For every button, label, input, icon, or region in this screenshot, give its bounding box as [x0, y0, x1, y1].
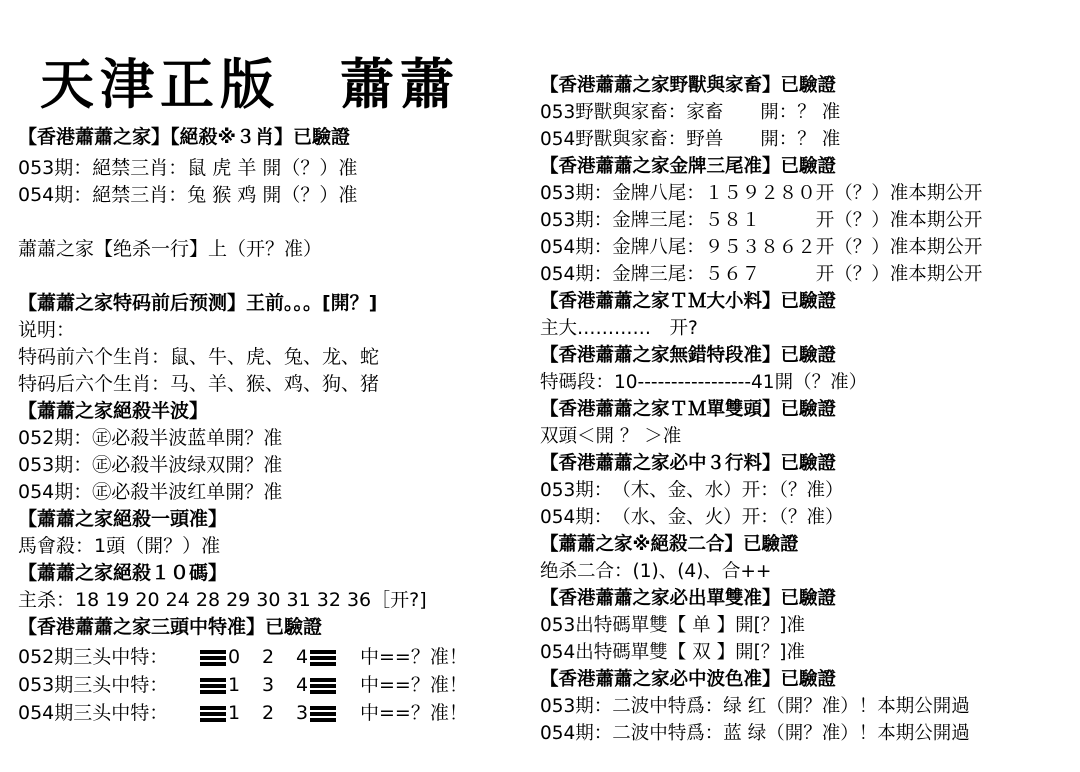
three-head-number: 4 — [296, 674, 309, 696]
text-line: 主大………… 开? — [540, 318, 698, 339]
three-head-number: 1 — [228, 674, 241, 696]
text-line: 054期：金牌八尾：９５３８６２开（？）准本期公开 — [540, 237, 983, 258]
three-head-suffix: 中==？准！ — [360, 646, 468, 668]
text-line: 053期：㊣必殺半波绿双開？准 — [18, 454, 283, 476]
text-line: 053期：二波中特爲：绿 红（開？准）！本期公開過 — [540, 696, 970, 717]
three-head-number: 3 — [296, 702, 309, 724]
section-heading: 【香港蕭蕭之家必出單雙准】已驗證 — [540, 588, 837, 609]
three-head-row — [18, 700, 468, 727]
three-head-label: 054期三头中特： — [18, 702, 169, 724]
section-heading: 【香港蕭蕭之家必中波色准】已驗證 — [540, 669, 837, 690]
bars-icon — [200, 678, 226, 694]
text-line: 特码前六个生肖：鼠、牛、虎、兔、龙、蛇 — [18, 346, 380, 368]
three-head-number: 2 — [262, 646, 275, 668]
three-head-number: 3 — [262, 674, 275, 696]
text-line: 特碼段：10-----------------41開（？准） — [540, 372, 868, 393]
text-line: 054期： （水、金、火）开：（？准） — [540, 507, 844, 528]
section-heading: 【蕭蕭之家特码前后预测】王前。。。[開？] — [18, 292, 378, 314]
bars-icon — [200, 650, 226, 666]
text-line: 053期：絕禁三肖：鼠 虎 羊 開（？）准 — [18, 157, 358, 179]
bars-icon — [310, 678, 336, 694]
three-head-number: 1 — [228, 702, 241, 724]
text-line: 053期： （木、金、水）开：（？准） — [540, 480, 844, 501]
text-line: 053期：金牌三尾：５８１ 开（？）准本期公开 — [540, 210, 983, 231]
section-heading: 【香港蕭蕭之家野獸與家畜】已驗證 — [540, 75, 837, 96]
three-head-suffix: 中==？准！ — [360, 702, 468, 724]
text-line: 053野獸與家畜：家畜 開：？ 准 — [540, 102, 841, 123]
three-head-suffix: 中==？准！ — [360, 674, 468, 696]
text-line: 052期：㊣必殺半波蓝单開？准 — [18, 427, 283, 449]
bars-icon — [200, 706, 226, 722]
three-head-number: 2 — [262, 702, 275, 724]
text-line: 说明： — [18, 319, 76, 341]
text-line: 054期：絕禁三肖：兔 猴 鸡 開（？）准 — [18, 184, 358, 206]
section-heading: 【香港蕭蕭之家ＴＭ大小料】已驗證 — [540, 291, 837, 312]
text-line: 特码后六个生肖：马、羊、猴、鸡、狗、猪 — [18, 373, 380, 395]
bars-icon — [310, 650, 336, 666]
text-line: 054期：㊣必殺半波红单開？准 — [18, 481, 283, 503]
page-title: 天津正版 蕭蕭 — [40, 52, 460, 116]
section-heading: 【蕭蕭之家絕殺半波】 — [18, 400, 209, 422]
section-heading: 【香港蕭蕭之家ＴＭ單雙頭】已驗證 — [540, 399, 837, 420]
section-heading: 【蕭蕭之家絕殺１０碼】 — [18, 562, 228, 584]
section-heading: 【香港蕭蕭之家金牌三尾准】已驗證 — [540, 156, 837, 177]
section-heading: 【蕭蕭之家※絕殺二合】已驗證 — [540, 534, 799, 555]
text-line: 054期：二波中特爲：蓝 绿（開？准）！本期公開過 — [540, 723, 970, 744]
bars-icon — [310, 706, 336, 722]
section-heading: 【蕭蕭之家絕殺一頭准】 — [18, 508, 228, 530]
three-head-label: 053期三头中特： — [18, 674, 169, 696]
text-line: 蕭蕭之家【绝杀一行】上（开？准） — [18, 238, 323, 260]
three-head-row — [18, 672, 468, 699]
three-head-number: 4 — [296, 646, 309, 668]
text-line: 053出特碼單雙【 单 】開[？]准 — [540, 615, 806, 636]
text-line: 馬會殺：1頭（開？）准 — [18, 535, 221, 557]
text-line: 054期：金牌三尾：５６７ 开（？）准本期公开 — [540, 264, 983, 285]
section-heading: 【香港蕭蕭之家】【絕殺※３肖】已驗證 — [18, 126, 350, 148]
three-head-row — [18, 644, 468, 671]
text-line: 054野獸與家畜：野兽 開：？ 准 — [540, 129, 841, 150]
three-head-label: 052期三头中特： — [18, 646, 169, 668]
text-line: 054出特碼單雙【 双 】開[？]准 — [540, 642, 806, 663]
text-line: 双頭＜開 ？ ＞准 — [540, 426, 682, 447]
section-heading: 【香港蕭蕭之家無錯特段准】已驗證 — [540, 345, 837, 366]
text-line: 主杀：18 19 20 24 28 29 30 31 32 36［开?] — [18, 589, 427, 611]
section-heading: 【香港蕭蕭之家三頭中特准】已驗證 — [18, 616, 323, 638]
three-head-number: 0 — [228, 646, 241, 668]
text-line: 绝杀二合：(1)、(4)、合++ — [540, 561, 772, 582]
section-heading: 【香港蕭蕭之家必中３行料】已驗證 — [540, 453, 837, 474]
text-line: 053期：金牌八尾：１５９２８０开（？）准本期公开 — [540, 183, 983, 204]
